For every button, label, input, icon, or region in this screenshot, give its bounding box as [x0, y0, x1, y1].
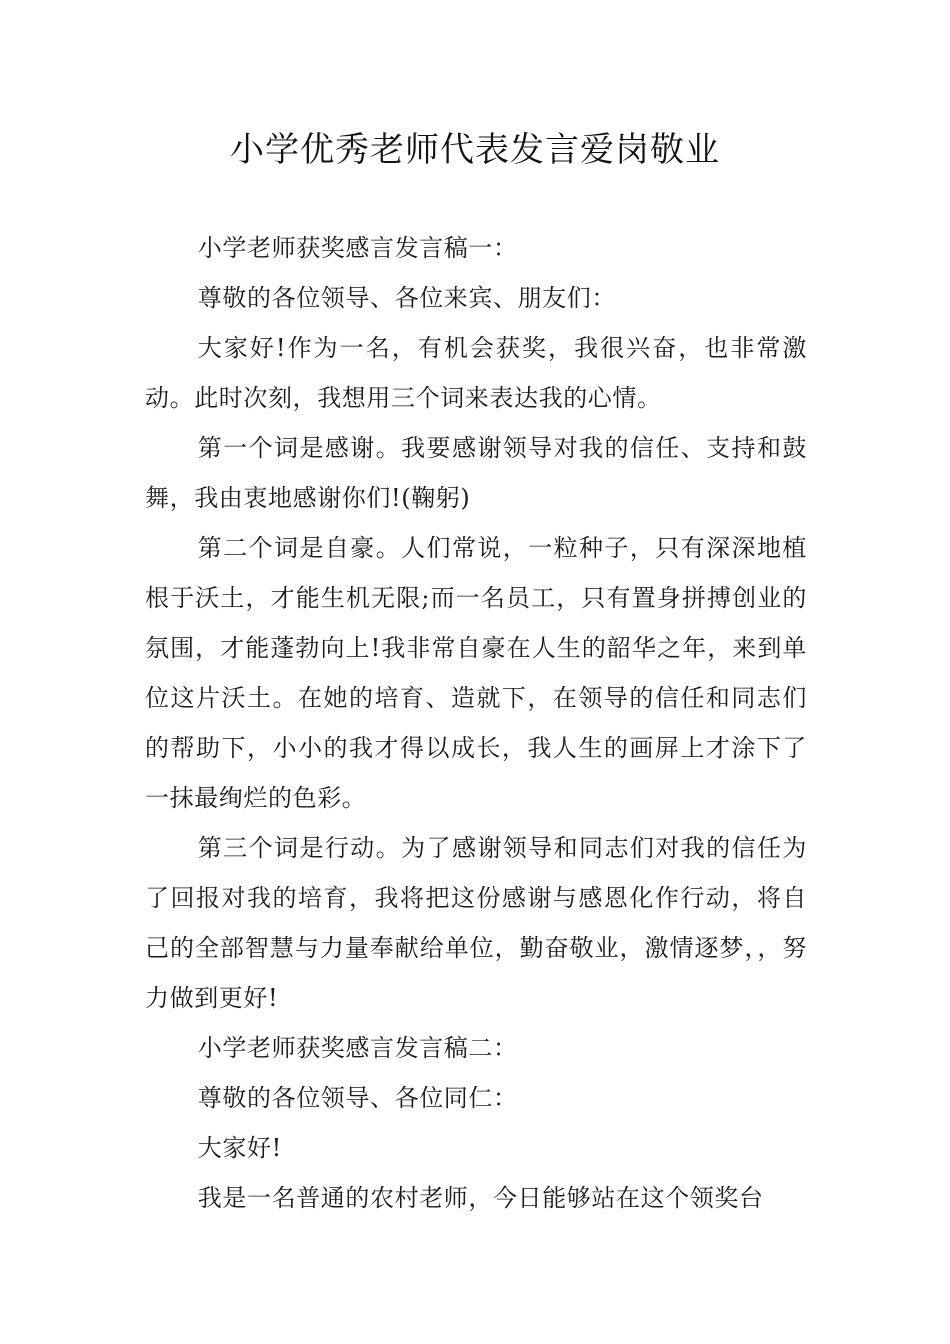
- paragraph: 尊敬的各位领导、各位来宾、朋友们：: [197, 284, 616, 312]
- paragraph: 第一个词是感谢。我要感谢领导对我的信任、支持和鼓舞，我由衷地感谢你们!(鞠躬): [145, 434, 807, 512]
- paragraph: 尊敬的各位领导、各位同仁：: [197, 1084, 518, 1112]
- paragraph: 小学老师获奖感言发言稿一：: [197, 234, 518, 262]
- paragraph: 大家好!作为一名，有机会获奖，我很兴奋，也非常激动。此时次刻，我想用三个词来表达我的心情。: [145, 334, 807, 412]
- paragraph: 第二个词是自豪。人们常说，一粒种子，只有深深地植根于沃土，才能生机无限;而一名员工，只有置身拼搏创业的氛围，才能蓬勃向上!我非常自豪在人生的韶华之年，来到单位这片沃土。在她的培育、造就下，在领导的信任和同志们的帮助下，小小的我才得以成长，我人生的画屏上才涂下了一抹最绚烂的色彩。: [145, 534, 807, 812]
- paragraph: 小学老师获奖感言发言稿二：: [197, 1034, 518, 1062]
- document-body: [145, 223, 807, 1223]
- paragraph: 我是一名普通的农村老师，今日能够站在这个领奖台: [197, 1184, 764, 1212]
- document-title: 小学优秀老师代表发言爱岗敬业: [230, 130, 720, 170]
- paragraph: 大家好!: [197, 1134, 282, 1162]
- paragraph: 第三个词是行动。为了感谢领导和同志们对我的信任为了回报对我的培育，我将把这份感谢与感恩化作行动，将自己的全部智慧与力量奉献给单位，勤奋敬业，激情逐梦，，努力做到更好!: [145, 834, 807, 1012]
